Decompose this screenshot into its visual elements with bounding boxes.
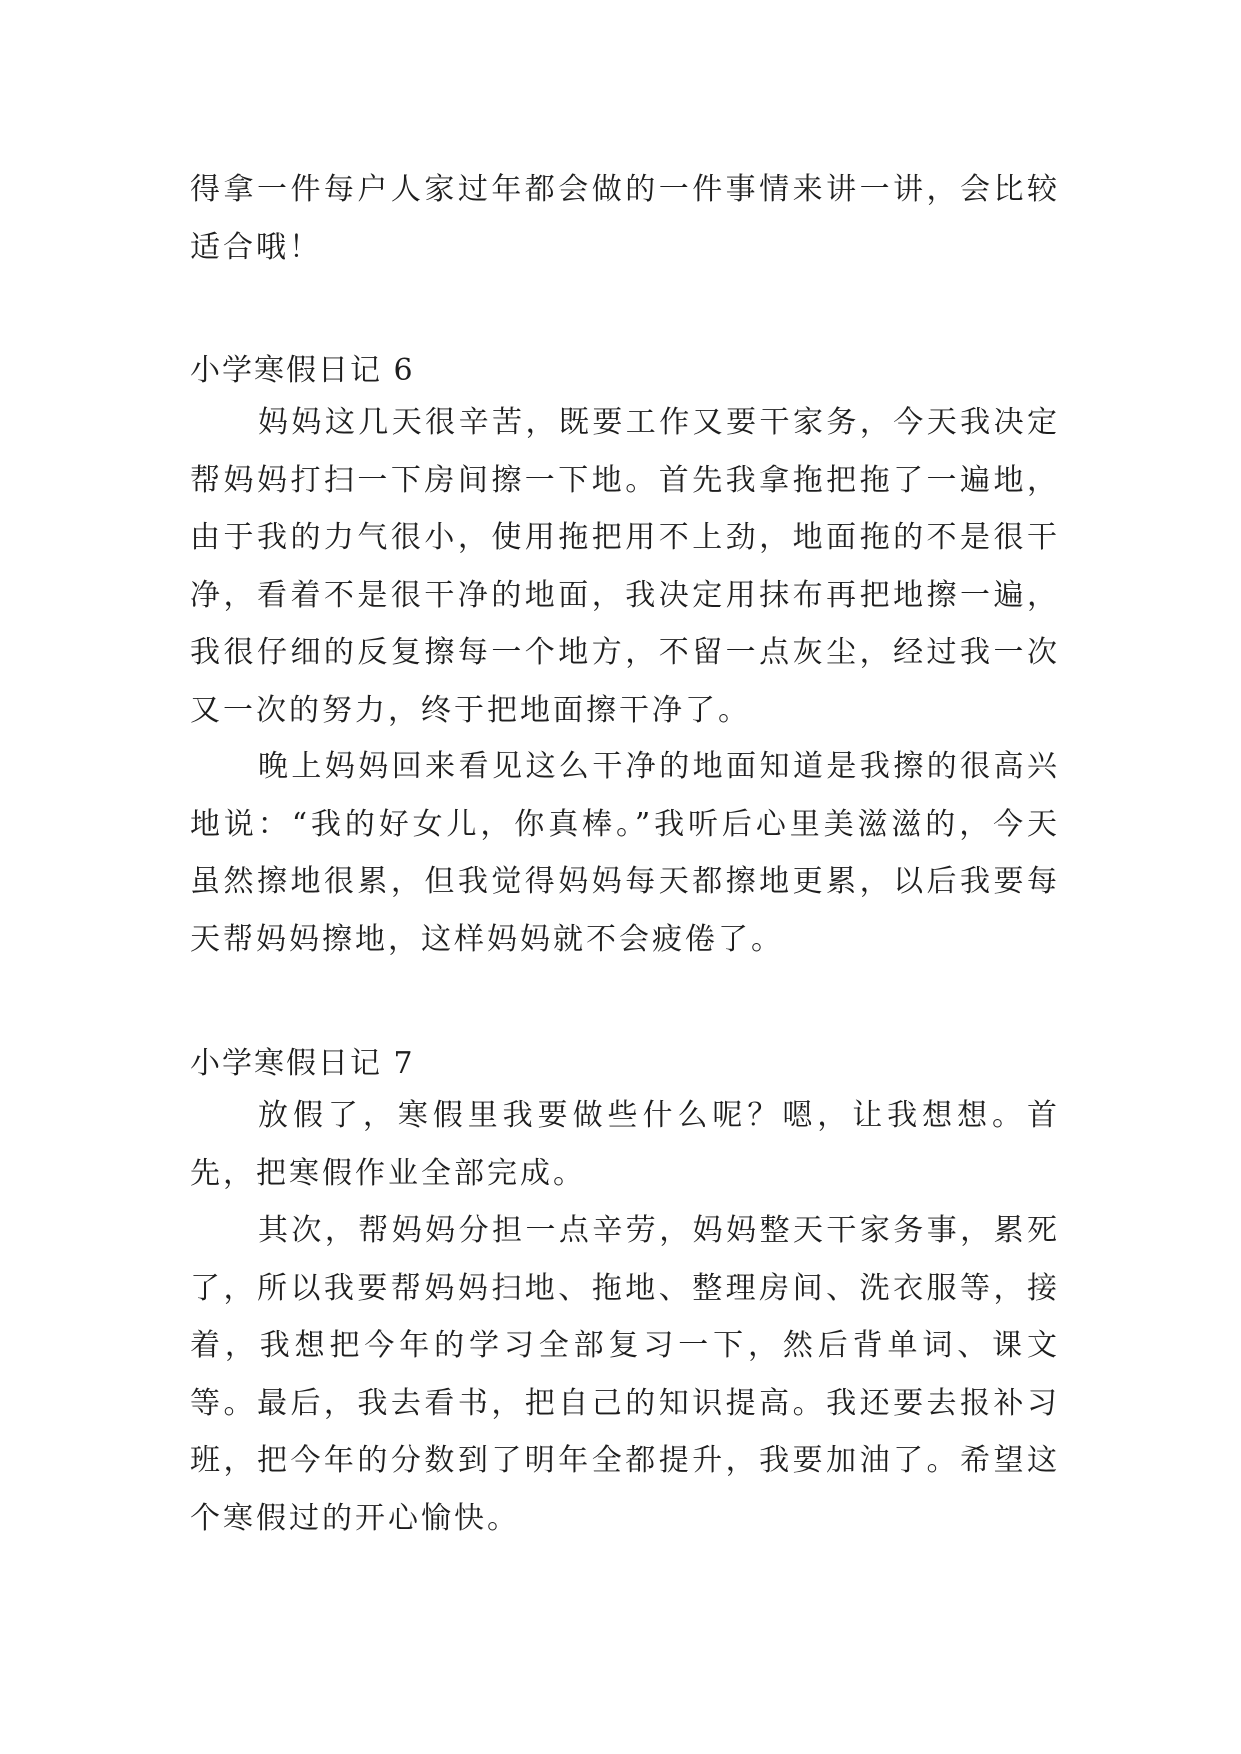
diary-7-title: 小学寒假日记 7 [190,1046,415,1081]
diary-6-paragraph-1: 妈妈这几天很辛苦，既要工作又要干家务，今天我决定帮妈妈打扫一下房间擦一下地。首先我拿拖把拖了一遍地，由于我的力气很小，使用拖把用不上劲，地面拖的不是很干净，看着不是很干净的地面，我决定用抹布再把地擦一遍，我很仔细的反复擦每一个地方，不留一点灰尘，经过我一次又一次的努力，终于把地面擦干净了。 [190,405,1060,728]
diary-7-paragraph-1: 放假了，寒假里我要做些什么呢？嗯，让我想想。首先，把寒假作业全部完成。 [190,1098,1060,1191]
diary-6-paragraph-2: 晚上妈妈回来看见这么干净的地面知道是我擦的很高兴地说：“我的好女儿，你真棒。”我听后心里美滋滋的，今天虽然擦地很累，但我觉得妈妈每天都擦地更累，以后我要每天帮妈妈擦地，这样妈妈就不会疲倦了。 [190,749,1060,957]
diary-6-title: 小学寒假日记 6 [190,353,415,388]
diary-7-paragraph-2: 其次，帮妈妈分担一点辛劳，妈妈整天干家务事，累死了，所以我要帮妈妈扫地、拖地、整理房间、洗衣服等，接着，我想把今年的学习全部复习一下，然后背单词、课文等。最后，我去看书，把自己的知识提高。我还要去报补习班，把今年的分数到了明年全都提升，我要加油了。希望这个寒假过的开心愉快。 [190,1213,1060,1536]
continuation-paragraph: 得拿一件每户人家过年都会做的一件事情来讲一讲，会比较适合哦！ [190,172,1060,265]
